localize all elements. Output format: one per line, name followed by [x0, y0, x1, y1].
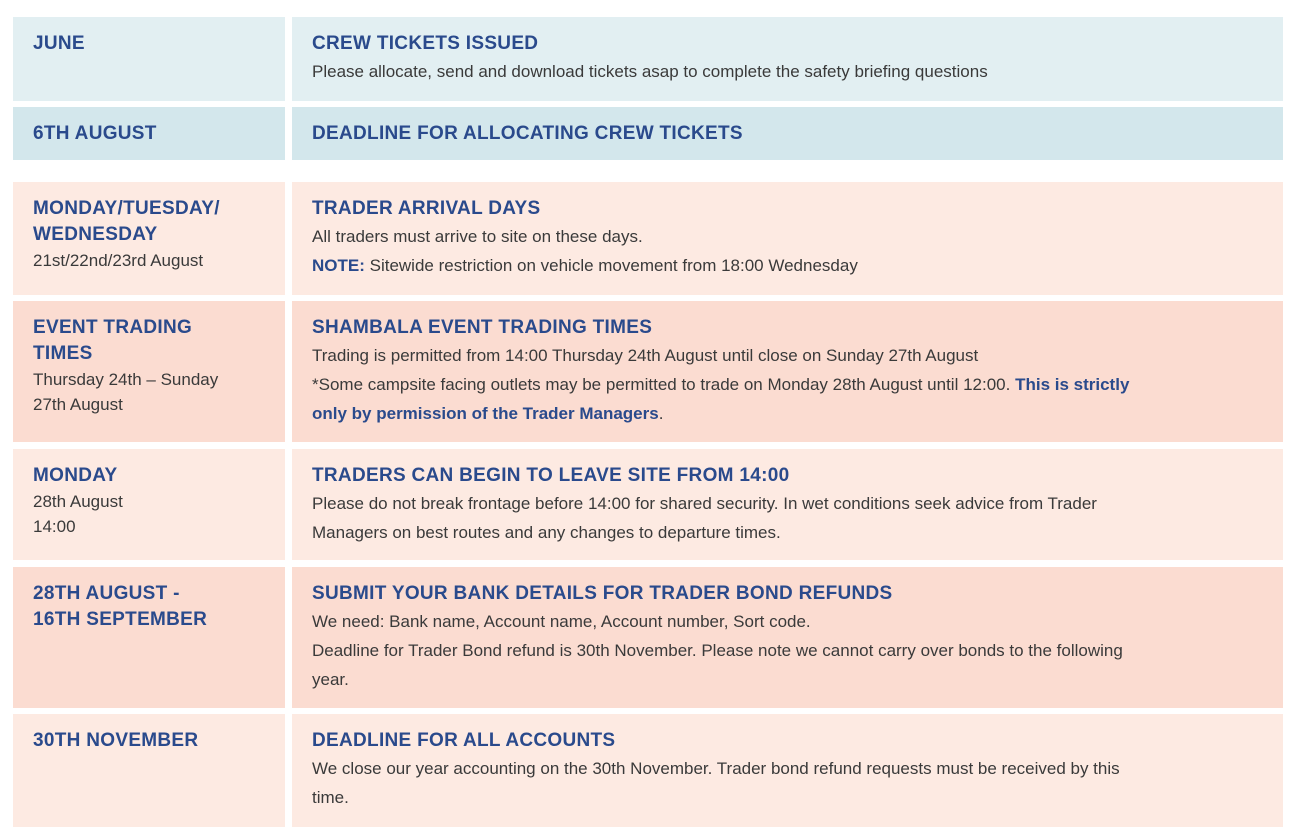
- event-text: We need: Bank name, Account name, Account number, Sort code.: [312, 612, 811, 631]
- schedule-row-departure: [13, 449, 1283, 560]
- date-detail: 27th August: [33, 395, 123, 414]
- note-label: NOTE:: [312, 256, 365, 275]
- date-heading: WEDNESDAY: [33, 224, 158, 245]
- event-text: year.: [312, 670, 349, 689]
- event-text: Trading is permitted from 14:00 Thursday 24th August until close on Sunday 27th August: [312, 346, 979, 365]
- date-heading: 16TH SEPTEMBER: [33, 609, 208, 630]
- schedule-row-trading-times: [13, 301, 1283, 442]
- date-heading: TIMES: [33, 343, 93, 364]
- event-note: [312, 251, 1283, 280]
- event-text: Managers on best routes and any changes to departure times.: [312, 523, 781, 542]
- date-heading: 6TH AUGUST: [33, 123, 157, 144]
- extra-text: *Some campsite facing outlets may be permitted to trade on Monday 28th August until 12:00.: [312, 375, 1016, 394]
- date-heading: MONDAY/TUESDAY/: [33, 198, 220, 219]
- schedule-row-accounts: [13, 714, 1283, 827]
- event-cell: [292, 714, 1283, 827]
- event-cell: [292, 449, 1283, 560]
- event-title: DEADLINE FOR ALL ACCOUNTS: [312, 730, 616, 751]
- date-cell: [13, 301, 285, 442]
- event-cell: [292, 567, 1283, 708]
- event-title: TRADERS CAN BEGIN TO LEAVE SITE FROM 14:00: [312, 465, 790, 486]
- event-title: TRADER ARRIVAL DAYS: [312, 198, 541, 219]
- event-cell: [292, 182, 1283, 295]
- event-cell: [292, 17, 1283, 101]
- event-text: We close our year accounting on the 30th November. Trader bond refund requests must be received by this: [312, 759, 1120, 778]
- extra-end: .: [658, 404, 664, 423]
- date-cell: [13, 449, 285, 560]
- date-heading: 30TH NOVEMBER: [33, 730, 199, 751]
- event-text: All traders must arrive to site on these days.: [312, 227, 643, 246]
- date-detail: 21st/22nd/23rd August: [33, 251, 204, 270]
- event-title: SHAMBALA EVENT TRADING TIMES: [312, 317, 653, 338]
- schedule-row-bank-details: [13, 567, 1283, 708]
- date-cell: [13, 714, 285, 827]
- event-text: Please do not break frontage before 14:00 for shared security. In wet conditions seek advice from Trader: [312, 494, 1097, 513]
- date-heading: EVENT TRADING: [33, 317, 193, 338]
- extra-bold: only by permission of the Trader Managers: [312, 404, 659, 423]
- date-detail: 14:00: [33, 517, 76, 536]
- event-cell: [292, 107, 1283, 160]
- event-text: Deadline for Trader Bond refund is 30th November. Please note we cannot carry over bonds to the following: [312, 641, 1123, 660]
- date-detail: 28th August: [33, 492, 123, 511]
- event-text: time.: [312, 788, 349, 807]
- date-cell: [13, 107, 285, 160]
- schedule-row-6th-august: [13, 107, 1283, 160]
- schedule-row-arrival-days: [13, 182, 1283, 295]
- date-heading: MONDAY: [33, 465, 118, 486]
- event-text-extra-cont: [312, 399, 1283, 428]
- event-cell: [292, 301, 1283, 442]
- event-title: CREW TICKETS ISSUED: [312, 33, 539, 54]
- date-heading: JUNE: [33, 33, 85, 54]
- date-detail: Thursday 24th – Sunday: [33, 370, 219, 389]
- schedule-row-june: [13, 17, 1283, 101]
- date-cell: [13, 567, 285, 708]
- date-heading: 28TH AUGUST -: [33, 583, 180, 604]
- date-cell: [13, 182, 285, 295]
- event-title: DEADLINE FOR ALLOCATING CREW TICKETS: [312, 123, 743, 144]
- event-text-extra: [312, 370, 1283, 399]
- event-text: Please allocate, send and download tickets asap to complete the safety briefing questions: [312, 62, 988, 81]
- date-cell: [13, 17, 285, 101]
- extra-bold: This is strictly: [1015, 375, 1130, 394]
- note-text: Sitewide restriction on vehicle movement from 18:00 Wednesday: [364, 256, 858, 275]
- event-title: SUBMIT YOUR BANK DETAILS FOR TRADER BOND REFUNDS: [312, 583, 893, 604]
